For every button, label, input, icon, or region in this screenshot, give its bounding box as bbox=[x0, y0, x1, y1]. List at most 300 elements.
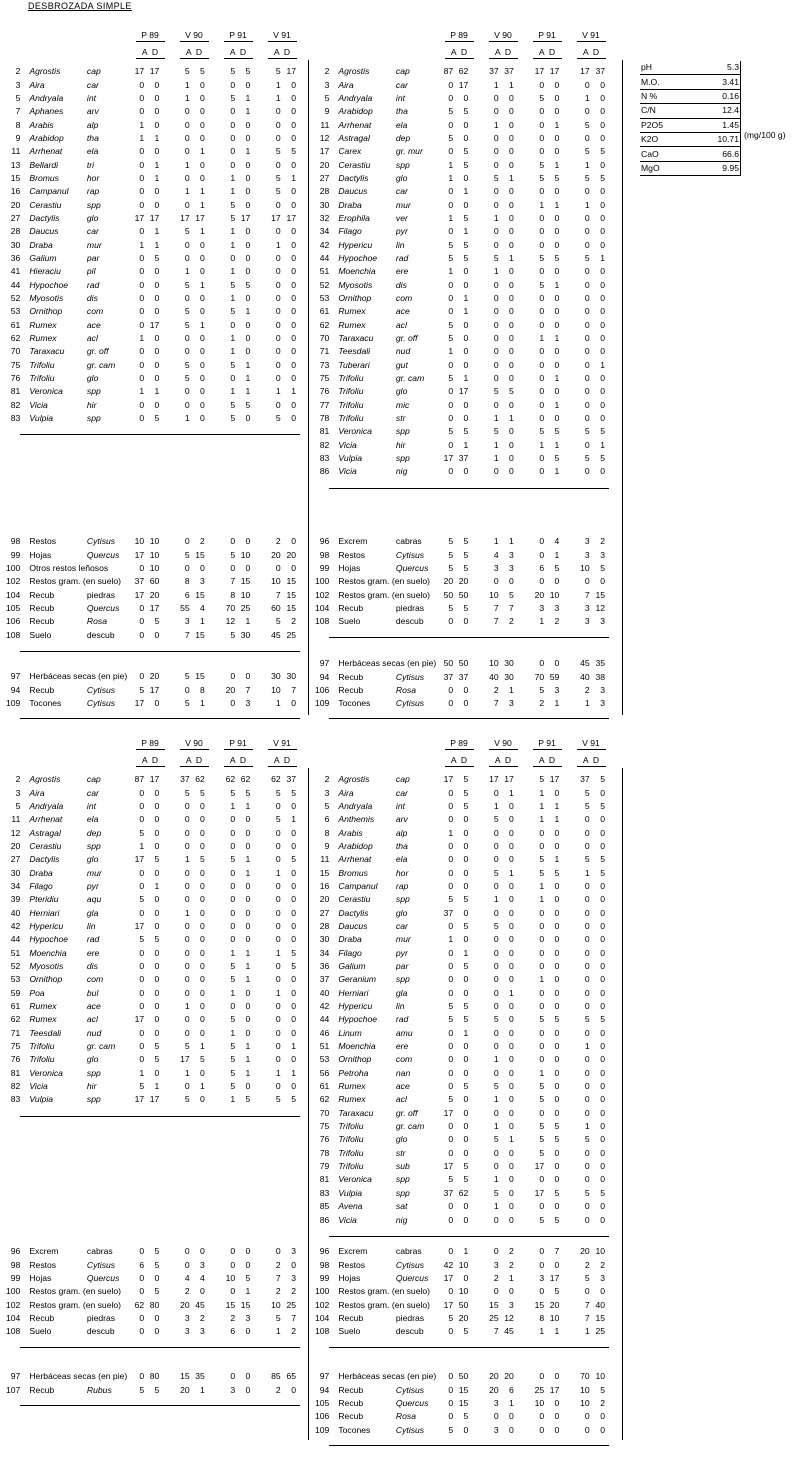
species-value: 5 bbox=[539, 252, 545, 263]
species-value: 0 bbox=[554, 1081, 560, 1092]
species-name: Bromus bbox=[338, 867, 368, 878]
species-value: 5 bbox=[584, 1134, 590, 1145]
residue-qualifier: Cytisus bbox=[395, 1259, 425, 1270]
species-code: 28 bbox=[319, 920, 330, 931]
column-gap bbox=[205, 1325, 225, 1338]
species-value: 0 bbox=[554, 359, 560, 370]
column-gap bbox=[514, 1213, 534, 1226]
species-value: 0 bbox=[539, 934, 545, 945]
species-value: 17 bbox=[443, 1161, 454, 1172]
column-gap bbox=[205, 1067, 225, 1080]
residue-value: 17 bbox=[443, 1299, 454, 1310]
species-value: 5 bbox=[539, 279, 545, 290]
cover-qualifier: Rosa bbox=[395, 1411, 416, 1422]
species-name: Rumex bbox=[338, 306, 366, 317]
species-code: 78 bbox=[319, 1147, 330, 1158]
residue-name: Recub bbox=[338, 1312, 364, 1323]
species-value: 0 bbox=[139, 79, 145, 90]
species-value: 17 bbox=[149, 1094, 160, 1105]
column-gap bbox=[468, 1173, 488, 1186]
species-row bbox=[313, 920, 605, 933]
species-value: 0 bbox=[230, 319, 236, 330]
column-gap bbox=[205, 1000, 225, 1013]
species-name: Hieraciu bbox=[29, 266, 61, 277]
species-code: 9 bbox=[15, 132, 21, 143]
species-value: 0 bbox=[230, 373, 236, 384]
species-name: Trifoliu bbox=[338, 1161, 364, 1172]
species-qualifier: gr. cam bbox=[86, 359, 116, 370]
species-value: 0 bbox=[493, 132, 499, 143]
species-row bbox=[4, 800, 296, 813]
species-row bbox=[313, 826, 605, 839]
species-qualifier: pil bbox=[86, 266, 96, 277]
species-value: 0 bbox=[154, 840, 160, 851]
species-value: 0 bbox=[291, 239, 296, 250]
species-value: 1 bbox=[154, 226, 160, 237]
species-value: 0 bbox=[554, 1054, 560, 1065]
species-code: 52 bbox=[10, 293, 21, 304]
species-value: 1 bbox=[539, 800, 545, 811]
residue-value: 7 bbox=[291, 1312, 296, 1323]
species-value: 1 bbox=[245, 1041, 251, 1052]
species-value: 5 bbox=[448, 373, 454, 384]
species-value: 5 bbox=[554, 172, 560, 183]
residue-value: 10 bbox=[149, 536, 160, 547]
species-code: 56 bbox=[319, 1067, 330, 1078]
species-value: 5 bbox=[539, 1081, 545, 1092]
residue-value: 0 bbox=[154, 1272, 160, 1283]
species-code: 53 bbox=[10, 974, 21, 985]
cover-value: 0 bbox=[463, 1424, 469, 1435]
section-rule bbox=[20, 1116, 300, 1117]
residue-value: 0 bbox=[448, 616, 454, 627]
species-value: 17 bbox=[534, 1161, 545, 1172]
species-value: 0 bbox=[539, 1041, 545, 1052]
ad-label: A D bbox=[538, 47, 556, 57]
period-label: P 89 bbox=[450, 738, 468, 748]
residue-value: 17 bbox=[549, 1272, 560, 1283]
species-value: 0 bbox=[509, 894, 514, 905]
species-value: 0 bbox=[539, 413, 545, 424]
species-value: 5 bbox=[448, 426, 454, 437]
residue-name: Recub bbox=[29, 602, 55, 613]
species-code: 71 bbox=[10, 1027, 21, 1038]
residue-value: 3 bbox=[584, 549, 590, 560]
cover-qualifier: Rubus bbox=[86, 1384, 112, 1395]
species-code: 61 bbox=[10, 1001, 21, 1012]
residue-value: 1 bbox=[554, 549, 560, 560]
species-value: 0 bbox=[154, 106, 160, 117]
species-value: 5 bbox=[463, 1174, 469, 1185]
residue-value: 0 bbox=[600, 1286, 605, 1297]
species-value: 0 bbox=[493, 239, 499, 250]
column-gap bbox=[205, 1272, 225, 1285]
column-gap bbox=[514, 1200, 534, 1213]
species-row bbox=[313, 880, 605, 893]
column-gap bbox=[468, 773, 488, 786]
soil-row bbox=[640, 132, 741, 146]
species-value: 0 bbox=[154, 306, 160, 317]
residue-value: 0 bbox=[448, 1326, 454, 1337]
species-code: 83 bbox=[10, 1094, 21, 1105]
species-value: 0 bbox=[600, 827, 605, 838]
residue-code: 100 bbox=[6, 1286, 21, 1297]
species-value: 5 bbox=[584, 453, 590, 464]
species-qualifier: tha bbox=[395, 106, 408, 117]
column-gap bbox=[514, 840, 534, 853]
species-value: 0 bbox=[584, 974, 590, 985]
column-gap bbox=[468, 826, 488, 839]
species-row bbox=[4, 826, 296, 839]
residue-name: Excrem bbox=[29, 1246, 59, 1257]
species-row bbox=[313, 866, 605, 879]
species-value: 0 bbox=[584, 827, 590, 838]
species-code: 59 bbox=[10, 987, 21, 998]
column-gap bbox=[468, 893, 488, 906]
species-code: 73 bbox=[319, 359, 330, 370]
species-value: 0 bbox=[184, 867, 190, 878]
species-value: 1 bbox=[245, 386, 251, 397]
cover-value: 3 bbox=[493, 1424, 499, 1435]
residue-row bbox=[4, 1258, 296, 1271]
residue-value: 0 bbox=[139, 1272, 145, 1283]
period-underline bbox=[577, 749, 606, 750]
species-value: 0 bbox=[200, 1067, 205, 1078]
species-value: 5 bbox=[493, 1014, 499, 1025]
species-value: 0 bbox=[184, 880, 190, 891]
column-gap bbox=[250, 1027, 270, 1040]
species-value: 0 bbox=[230, 119, 236, 130]
species-value: 1 bbox=[245, 146, 251, 157]
species-qualifier: glo bbox=[395, 1134, 408, 1145]
species-value: 0 bbox=[230, 159, 236, 170]
species-value: 0 bbox=[600, 1041, 605, 1052]
species-qualifier: ace bbox=[86, 319, 101, 330]
species-value: 1 bbox=[230, 346, 236, 357]
species-value: 0 bbox=[493, 199, 499, 210]
species-qualifier: sub bbox=[395, 1161, 410, 1172]
residue-code: 108 bbox=[315, 1326, 330, 1337]
residue-value: 7 bbox=[584, 589, 590, 600]
species-value: 0 bbox=[275, 1054, 281, 1065]
species-value: 0 bbox=[584, 947, 590, 958]
species-value: 0 bbox=[493, 787, 499, 798]
species-qualifier: hir bbox=[86, 1081, 97, 1092]
species-value: 1 bbox=[539, 787, 545, 798]
species-value: 0 bbox=[600, 199, 605, 210]
section-rule bbox=[329, 1445, 609, 1446]
column-gap bbox=[159, 1053, 179, 1066]
species-value: 0 bbox=[275, 132, 281, 143]
species-code: 61 bbox=[319, 306, 330, 317]
species-value: 0 bbox=[539, 453, 545, 464]
species-name: Agrostis bbox=[338, 66, 370, 77]
cover-value: 0 bbox=[600, 1411, 605, 1422]
species-name: Veronica bbox=[338, 1174, 372, 1185]
cover-value: 0 bbox=[139, 1371, 145, 1382]
ad-underline bbox=[180, 766, 209, 767]
residue-value: 50 bbox=[458, 1299, 469, 1310]
species-value: 0 bbox=[539, 359, 545, 370]
species-value: 1 bbox=[539, 439, 545, 450]
residue-value: 7 bbox=[584, 1299, 590, 1310]
residue-value: 3 bbox=[184, 1326, 190, 1337]
species-value: 0 bbox=[493, 293, 499, 304]
species-value: 0 bbox=[539, 186, 545, 197]
residue-qualifier: Cytisus bbox=[86, 536, 116, 547]
species-value: 0 bbox=[600, 1081, 605, 1092]
residue-value: 5 bbox=[154, 616, 160, 627]
species-name: Arrhenat bbox=[338, 119, 372, 130]
cover-value: 5 bbox=[139, 1384, 145, 1395]
species-value: 0 bbox=[184, 399, 190, 410]
species-value: 0 bbox=[448, 920, 454, 931]
species-value: 5 bbox=[184, 373, 190, 384]
species-value: 1 bbox=[539, 199, 545, 210]
residue-value: 1 bbox=[539, 1326, 545, 1337]
species-name: Andryala bbox=[29, 800, 64, 811]
species-value: 0 bbox=[448, 399, 454, 410]
cover-value: 70 bbox=[534, 671, 545, 682]
column-gap bbox=[468, 946, 488, 959]
species-value: 0 bbox=[509, 359, 514, 370]
species-value: 1 bbox=[275, 1067, 281, 1078]
species-value: 0 bbox=[554, 840, 560, 851]
species-value: 0 bbox=[539, 319, 545, 330]
column-gap bbox=[205, 1013, 225, 1026]
species-name: Hypochoe bbox=[338, 252, 378, 263]
species-name: Aira bbox=[29, 79, 45, 90]
species-code: 27 bbox=[10, 854, 21, 865]
cover-value: 2 bbox=[275, 1384, 281, 1395]
species-value: 0 bbox=[600, 92, 605, 103]
residue-value: 5 bbox=[463, 549, 469, 560]
species-code: 61 bbox=[10, 319, 21, 330]
residue-value: 70 bbox=[225, 602, 236, 613]
column-gap bbox=[205, 1053, 225, 1066]
species-name: Carex bbox=[338, 146, 362, 157]
residue-qualifier: piedras bbox=[86, 589, 116, 600]
species-code: 42 bbox=[319, 1001, 330, 1012]
species-name: Andryala bbox=[338, 92, 373, 103]
species-value: 0 bbox=[245, 226, 251, 237]
species-value: 0 bbox=[291, 92, 296, 103]
species-value: 0 bbox=[600, 266, 605, 277]
species-value: 0 bbox=[554, 146, 560, 157]
species-value: 0 bbox=[184, 1027, 190, 1038]
species-value: 0 bbox=[493, 359, 499, 370]
cover-value: 3 bbox=[245, 697, 251, 708]
species-qualifier: rap bbox=[395, 880, 409, 891]
column-gap bbox=[559, 1120, 579, 1133]
residue-row bbox=[4, 1245, 296, 1258]
species-code: 86 bbox=[319, 466, 330, 477]
species-name: Vicia bbox=[29, 399, 48, 410]
period-label: V 90 bbox=[494, 30, 512, 40]
species-value: 0 bbox=[554, 1107, 560, 1118]
species-value: 1 bbox=[463, 1027, 469, 1038]
residue-code: 98 bbox=[319, 1259, 330, 1270]
cover-code: 94 bbox=[319, 671, 330, 682]
species-code: 8 bbox=[15, 119, 21, 130]
species-value: 0 bbox=[539, 907, 545, 918]
species-value: 0 bbox=[600, 934, 605, 945]
soil-value: 0.16 bbox=[690, 89, 740, 103]
column-gap bbox=[250, 773, 270, 786]
species-qualifier: car bbox=[86, 226, 99, 237]
species-value: 0 bbox=[493, 960, 499, 971]
soil-key: pH bbox=[640, 61, 690, 75]
period-underline bbox=[224, 749, 253, 750]
species-value: 1 bbox=[184, 92, 190, 103]
species-value: 5 bbox=[584, 787, 590, 798]
species-value: 1 bbox=[184, 907, 190, 918]
species-row bbox=[313, 840, 605, 853]
species-value: 0 bbox=[600, 399, 605, 410]
species-value: 0 bbox=[245, 827, 251, 838]
species-qualifier: spp bbox=[86, 1094, 101, 1105]
species-row bbox=[313, 987, 605, 1000]
residue-value: 0 bbox=[584, 576, 590, 587]
species-name: Astragal bbox=[29, 827, 61, 838]
species-code: 40 bbox=[319, 987, 330, 998]
species-value: 0 bbox=[463, 132, 469, 143]
species-value: 5 bbox=[463, 894, 469, 905]
column-gap bbox=[559, 1410, 579, 1423]
soil-key: C/N bbox=[640, 104, 690, 118]
species-qualifier: aqu bbox=[86, 894, 102, 905]
species-row bbox=[4, 960, 296, 973]
soil-unit-label: (mg/100 g) bbox=[744, 130, 786, 140]
residue-value: 0 bbox=[509, 1286, 514, 1297]
cover-value: 17 bbox=[149, 684, 160, 695]
cover-value: 3 bbox=[230, 1384, 236, 1395]
species-value: 5 bbox=[600, 867, 605, 878]
species-value: 0 bbox=[463, 92, 469, 103]
cover-value: 3 bbox=[493, 1397, 499, 1408]
residue-value: 15 bbox=[286, 602, 296, 613]
species-value: 0 bbox=[509, 1001, 514, 1012]
species-value: 0 bbox=[184, 199, 190, 210]
species-value: 0 bbox=[493, 1161, 499, 1172]
cover-value: 30 bbox=[271, 671, 281, 682]
residue-value: 3 bbox=[509, 1299, 514, 1310]
column-gap bbox=[514, 1107, 534, 1120]
species-value: 0 bbox=[554, 239, 560, 250]
species-value: 0 bbox=[463, 1201, 469, 1212]
species-value: 0 bbox=[448, 974, 454, 985]
residue-value: 60 bbox=[271, 602, 281, 613]
species-value: 0 bbox=[275, 106, 281, 117]
species-code: 37 bbox=[319, 974, 330, 985]
ad-underline bbox=[445, 766, 474, 767]
species-value: 0 bbox=[539, 840, 545, 851]
species-value: 0 bbox=[139, 907, 145, 918]
species-value: 0 bbox=[539, 399, 545, 410]
species-value: 0 bbox=[139, 947, 145, 958]
column-gap bbox=[468, 987, 488, 1000]
species-value: 0 bbox=[463, 1067, 469, 1078]
species-name: Hypochoe bbox=[338, 1014, 378, 1025]
residue-qualifier: Quercus bbox=[86, 602, 120, 613]
species-value: 0 bbox=[291, 106, 296, 117]
species-value: 0 bbox=[448, 279, 454, 290]
species-value: 0 bbox=[139, 306, 145, 317]
column-gap bbox=[559, 1187, 579, 1200]
species-name: Hypericu bbox=[338, 239, 373, 250]
species-value: 0 bbox=[509, 159, 514, 170]
species-value: 0 bbox=[139, 987, 145, 998]
species-qualifier: ace bbox=[86, 1001, 101, 1012]
column-gap bbox=[159, 1272, 179, 1285]
species-value: 0 bbox=[200, 814, 205, 825]
species-value: 1 bbox=[275, 987, 281, 998]
cover-code: 97 bbox=[319, 1371, 330, 1382]
column-gap bbox=[159, 987, 179, 1000]
species-code: 70 bbox=[319, 333, 330, 344]
species-value: 0 bbox=[448, 1201, 454, 1212]
species-value: 0 bbox=[245, 840, 251, 851]
species-value: 0 bbox=[291, 1027, 296, 1038]
species-value: 0 bbox=[275, 266, 281, 277]
species-name: Ornithop bbox=[29, 974, 63, 985]
residue-value: 5 bbox=[463, 562, 469, 573]
species-value: 1 bbox=[139, 333, 145, 344]
species-value: 1 bbox=[584, 199, 590, 210]
species-value: 1 bbox=[139, 386, 145, 397]
species-value: 0 bbox=[200, 974, 205, 985]
species-value: 5 bbox=[184, 306, 190, 317]
species-value: 1 bbox=[493, 800, 499, 811]
residue-value: 3 bbox=[245, 1312, 251, 1323]
species-qualifier: pyr bbox=[86, 880, 99, 891]
species-value: 1 bbox=[463, 947, 469, 958]
species-value: 0 bbox=[200, 987, 205, 998]
species-name: Trifoliu bbox=[338, 386, 364, 397]
species-value: 0 bbox=[509, 920, 514, 931]
species-qualifier: par bbox=[395, 960, 409, 971]
species-qualifier: gr. cam bbox=[86, 1041, 116, 1052]
column-gap bbox=[205, 840, 225, 853]
residue-code: 108 bbox=[6, 629, 21, 640]
cover-value: 0 bbox=[184, 684, 190, 695]
column-gap bbox=[250, 946, 270, 959]
section-rule bbox=[329, 1347, 609, 1348]
species-value: 0 bbox=[509, 1081, 514, 1092]
residue-code: 104 bbox=[6, 589, 21, 600]
species-value: 0 bbox=[275, 399, 281, 410]
column-divider bbox=[308, 60, 309, 715]
species-value: 1 bbox=[230, 226, 236, 237]
column-gap bbox=[468, 1397, 488, 1410]
column-divider bbox=[308, 768, 309, 1440]
residue-value: 1 bbox=[493, 536, 499, 547]
cover-value: 65 bbox=[286, 1371, 296, 1382]
species-value: 0 bbox=[463, 907, 469, 918]
species-value: 0 bbox=[275, 1001, 281, 1012]
species-value: 0 bbox=[154, 146, 160, 157]
species-value: 1 bbox=[230, 239, 236, 250]
cover-value: 0 bbox=[448, 1397, 454, 1408]
species-value: 0 bbox=[139, 399, 145, 410]
species-name: Taraxacu bbox=[338, 333, 374, 344]
soil-value: 1.45 bbox=[690, 118, 740, 132]
species-name: Trifoliu bbox=[338, 1147, 364, 1158]
species-value: 0 bbox=[539, 920, 545, 931]
residue-qualifier: Cytisus bbox=[395, 549, 425, 560]
species-value: 0 bbox=[509, 1121, 514, 1132]
species-value: 1 bbox=[509, 252, 514, 263]
